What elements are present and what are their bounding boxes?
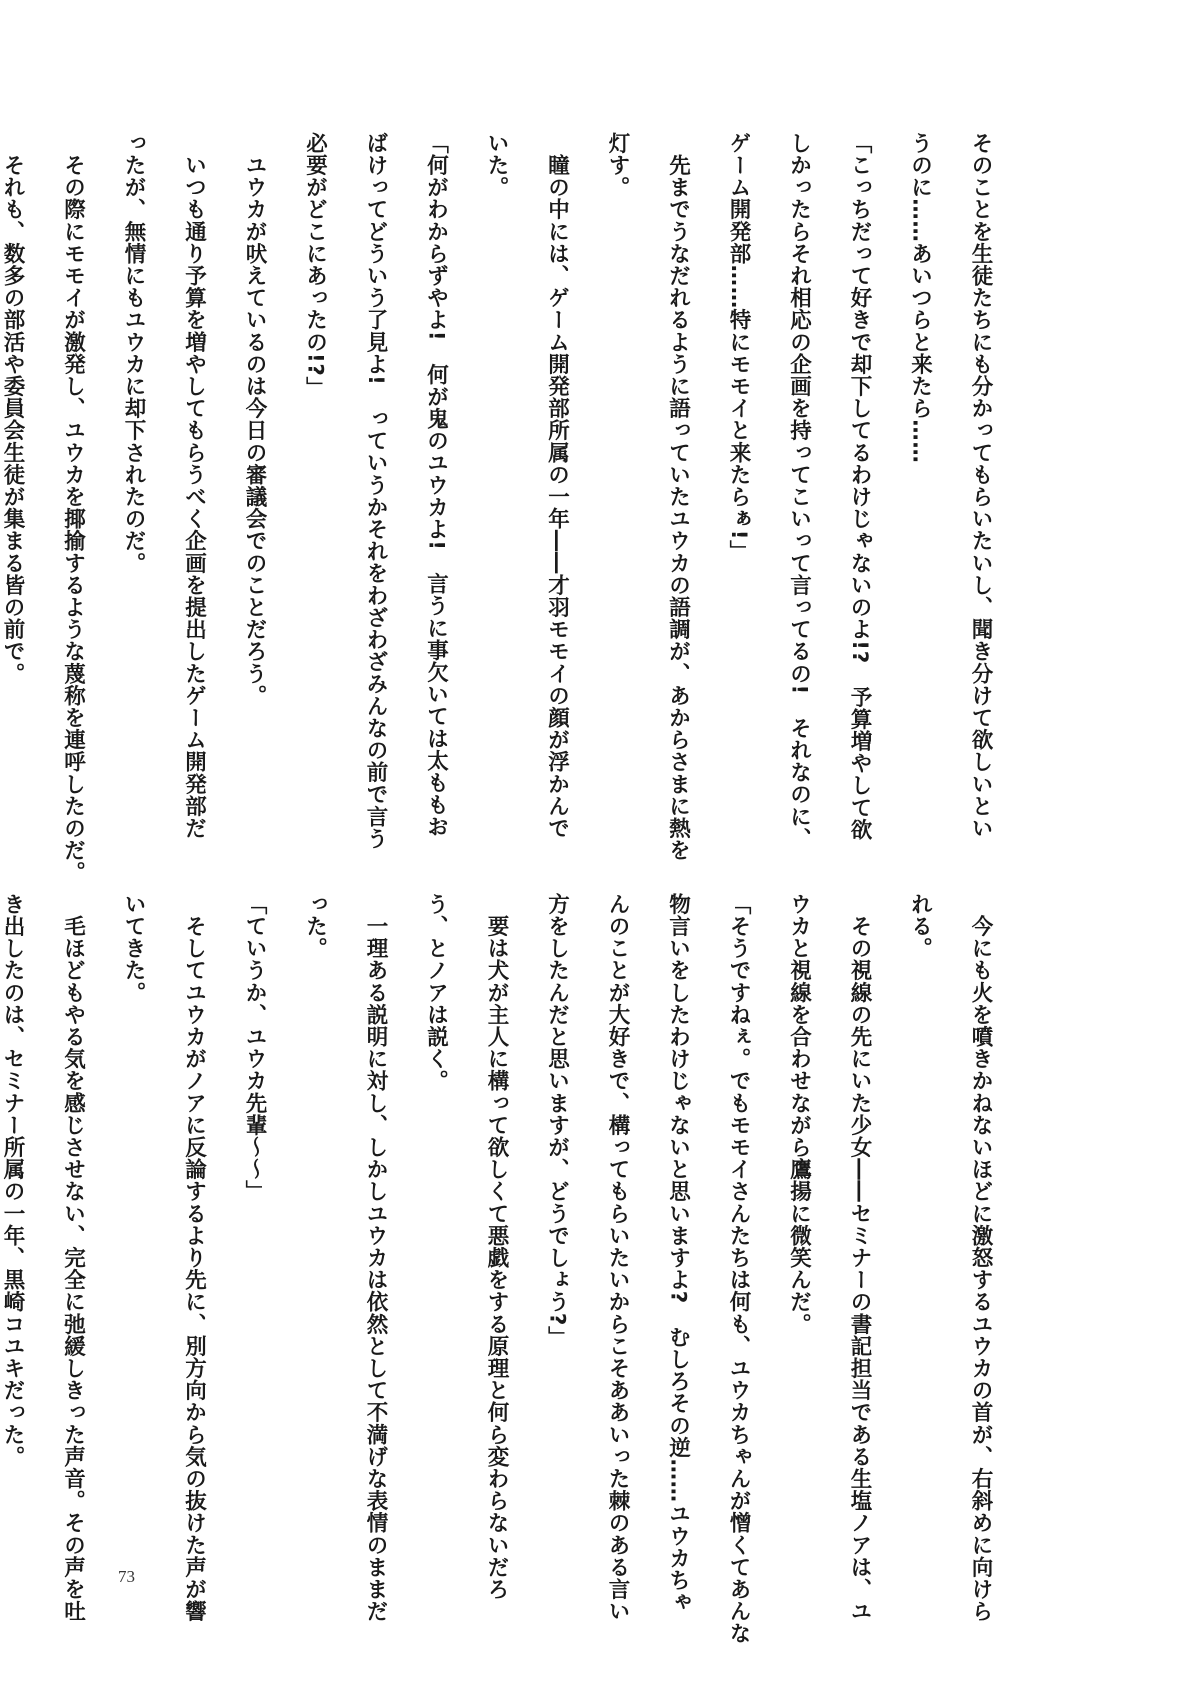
upper-text-block: そのことを生徒たちにも分かってもらいたいし、聞き分けて欲しいとい うのに……あいつらと来たら…… 「こっちだって好きで却下してるわけじゃないのよ!? 予算増やして欲 しかったらそれ相応の企画を持ってこいって言ってるの! それなのに、 ゲーム開発部……特にモモイと来たらぁ!」 先までうなだれるように語っていたユウカの語調が、あからさまに熱を 灯す。 瞳の中には、ゲーム開発部所属の一年――才羽モモイの顔が浮かんで いた。 「何がわからずやよ! 何が鬼のユウカよ! 言うに事欠いては太ももお ばけってどういう了見よ! っていうかそれをわざわざみんなの前で言う 必要がどこにあったの!?」 ユウカが吠えているのは今日の審議会でのことだろう。 いつも通り予算を増やしてもらうべく企画を提出したゲーム開発部だ ったが、無情にもユウカに却下されたのだ。 その際にモモイが激発し、ユウカを揶揄するような蔑称を連呼したのだ。 それも、数多の部活や委員会生徒が集まる皆の前で。 xyxy=(0,132,993,884)
page-number: 73 xyxy=(118,1567,135,1586)
lower-text-block: 今にも火を噴きかねないほどに激怒するユウカの首が、右斜めに向けら れる。 その視線の先にいた少女――セミナーの書記担当である生塩ノアは、ユ ウカと視線を合わせながら鷹揚に微笑んだ。 「そうですねぇ。でもモモイさんたちは何も、ユウカちゃんが憎くてあんな 物言いをしたわけじゃないと思いますよ? むしろその逆……ユウカちゃ んのことが大好きで、構ってもらいたいからこそああいった棘のある言い 方をしたんだと思いますが、どうでしょう?」 要は犬が主人に構って欲しくて悪戯をする原理と何ら変わらないだろ う、とノアは説く。 一理ある説明に対し、しかしユウカは依然として不満げな表情のままだ った。 「ていうか、ユウカ先輩〜〜」 そしてユウカがノアに反論するより先に、別方向から気の抜けた声が響 いてきた。 毛ほどもやる気を感じさせない、完全に弛緩しきった声音。その声を吐 き出したのは、セミナー所属の一年、黒崎コユキだった。 xyxy=(0,893,993,1645)
